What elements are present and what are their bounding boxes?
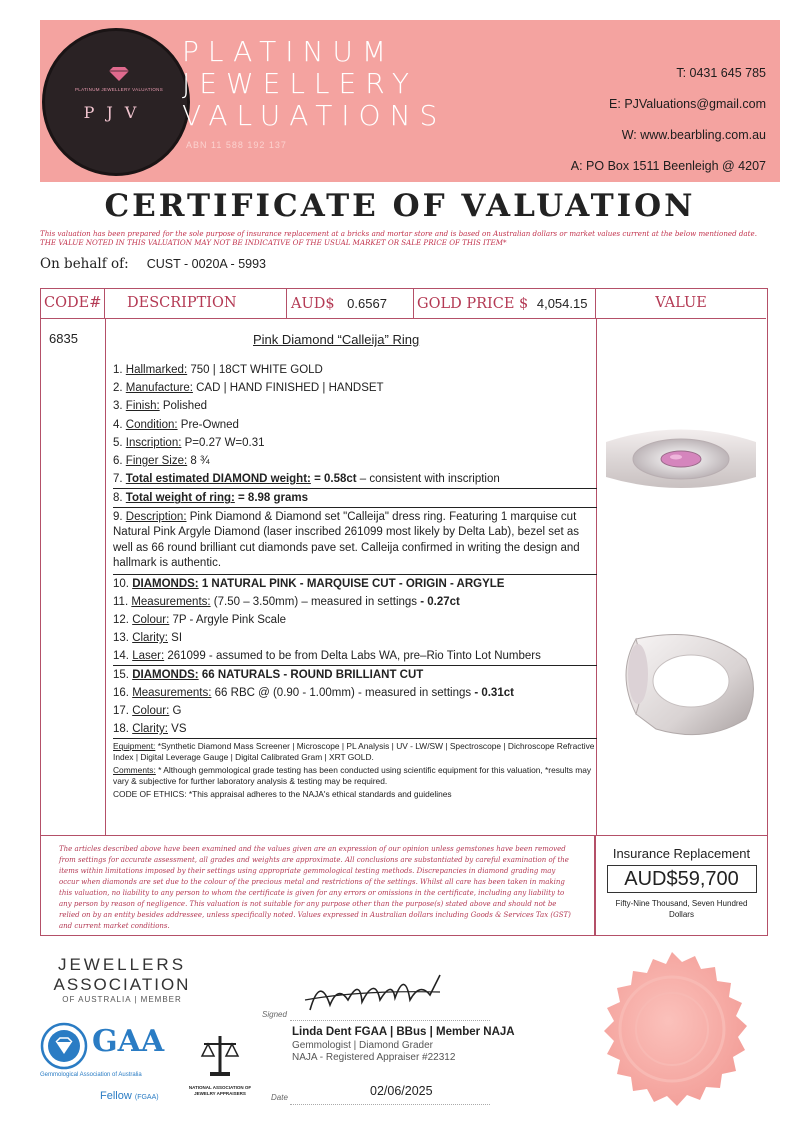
customer-id: CUST - 0020A - 5993 bbox=[146, 257, 266, 271]
date-label: Date bbox=[271, 1093, 288, 1102]
gaa-subtitle: Gemmological Association of Australia bbox=[40, 1072, 142, 1078]
item-key: Clarity: bbox=[132, 632, 168, 645]
item-key: Laser: bbox=[132, 650, 165, 663]
list-item: 6. Finger Size: 8 ¾ bbox=[113, 454, 210, 467]
page-title: CERTIFICATE OF VALUATION bbox=[104, 188, 696, 224]
on-behalf-of bbox=[40, 256, 266, 272]
item-key: Hallmarked: bbox=[125, 364, 188, 376]
item-value: 66 RBC @ (0.90 - 1.00mm) - measured in settings bbox=[211, 686, 475, 699]
item-key: Description: bbox=[125, 510, 187, 523]
email[interactable]: E: PJValuations@gmail.com bbox=[609, 97, 766, 111]
naja-text: NATIONAL ASSOCIATION OF JEWELRY APPRAISERS bbox=[188, 1085, 252, 1096]
naja-logo bbox=[180, 1032, 260, 1096]
item-value: G bbox=[169, 704, 182, 717]
list-item: 3. Finish: Polished bbox=[113, 400, 207, 413]
item-key: DIAMONDS: bbox=[132, 669, 199, 682]
disclaimer bbox=[40, 229, 780, 247]
legal-footnote: The articles described above have been examined and the values given are an expression of our opinion unless gemstones have been removed from settings for accurate assessment, all grades and weights are approximate. All conclusions are substantiated by careful examination of the items within limitations imposed by their settings using appropriate gemmological testing methods. Discrepancies in diamond grading may occur when diamonds are set due to the colour of the precious metal and restrictions of the settings. Whilst all care has been taken in making this valuation, no liability to any person to whom the certificate is given for any errors or omissions in the certificate, including any liability to any person by reason of negligence. This valuation is not suitable for any purpose other than the purpose(s) stated above and should not be relied on by an entity besides addressee, unless specifically noted. Values expressed in Australian dollars including Goods & Services Tax (GST) and current market conditions. bbox=[40, 836, 595, 936]
ja-line: OF AUSTRALIA | MEMBER bbox=[62, 995, 182, 1004]
insurance-box bbox=[595, 836, 768, 936]
item-value: 750 | 18CT WHITE GOLD bbox=[187, 364, 323, 376]
item-key: Colour: bbox=[132, 613, 170, 626]
item-value: SI bbox=[167, 632, 183, 645]
list-item: 17. Colour: G bbox=[113, 704, 182, 717]
item-key: Finish: bbox=[125, 400, 160, 413]
col-description: DESCRIPTION bbox=[105, 289, 287, 318]
valuation-table bbox=[40, 288, 768, 836]
comments bbox=[113, 765, 597, 787]
list-item: 16. Measurements: 66 RBC @ (0.90 - 1.00mm) - measured in settings - 0.31ct bbox=[113, 686, 514, 699]
item-value: 7P - Argyle Pink Scale bbox=[169, 613, 287, 626]
item-value: 261099 - assumed to be from Delta Labs WA, pre–Rio Tinto Lot Numbers bbox=[164, 650, 541, 663]
item-value: = 0.58ct bbox=[310, 473, 357, 486]
aud-value: 0.6567 bbox=[347, 296, 387, 311]
list-item: 2. Manufacture: CAD | HAND FINISHED | HANDSET bbox=[113, 382, 384, 395]
table-header bbox=[41, 289, 766, 319]
fellow-badge bbox=[100, 1090, 159, 1102]
signature bbox=[300, 970, 450, 1020]
insurance-words: Fifty-Nine Thousand, Seven Hundred Dollars bbox=[615, 899, 748, 919]
item-value: VS bbox=[167, 723, 187, 735]
item-value: Pre-Owned bbox=[177, 418, 239, 431]
item-value: = 8.98 grams bbox=[234, 492, 309, 505]
signer-name: Linda Dent FGAA | BBus | Member NAJA bbox=[292, 1026, 515, 1038]
col-aud bbox=[287, 289, 414, 318]
logo-caption: PLATINUM JEWELLERY VALUATIONS bbox=[74, 87, 164, 92]
equipment bbox=[113, 741, 597, 763]
item-key: Manufacture: bbox=[125, 382, 193, 395]
item-value: (7.50 – 3.50mm) – measured in settings bbox=[210, 595, 421, 608]
col-value: VALUE bbox=[655, 295, 707, 311]
col-gold-price bbox=[414, 289, 596, 318]
item-value: CAD | HAND FINISHED | HANDSET bbox=[192, 382, 384, 395]
date-value: 02/06/2025 bbox=[370, 1084, 433, 1098]
item-value: Pink Diamond & Diamond set "Calleija" dress ring. Featuring 1 marquise cut Natural Pink Argyle Diamond (laser inscribed 261099 most likely by Delta Lab), bezel set as well as 66 round brilliant cut diamonds pave set. Calleija confirmed in writing the design and hallmark is authentic. bbox=[113, 510, 580, 569]
item-key: Finger Size: bbox=[125, 454, 188, 467]
website[interactable]: W: www.bearbling.com.au bbox=[621, 128, 766, 142]
jewellers-association-logo bbox=[42, 955, 202, 1004]
item-key: Colour: bbox=[132, 704, 170, 717]
item-value: - 0.31ct bbox=[474, 686, 514, 699]
list-item: 4. Condition: Pre-Owned bbox=[113, 418, 239, 431]
item-value: - 0.27ct bbox=[420, 595, 460, 608]
list-item: 8. Total weight of ring: = 8.98 grams bbox=[113, 488, 597, 506]
item-key: Clarity: bbox=[132, 723, 168, 735]
aud-label: AUD$ bbox=[291, 296, 335, 312]
list-item: 12. Colour: 7P - Argyle Pink Scale bbox=[113, 613, 287, 626]
brand-line: JEWELLERY bbox=[182, 67, 418, 100]
signer-role: Gemmologist | Diamond Grader bbox=[292, 1040, 433, 1051]
disclaimer-line: THE VALUE NOTED IN THIS VALUATION MAY NOT BE INDICATIVE OF THE USUAL MARKET OR SALE PRICE OF THIS ITEM* bbox=[40, 238, 507, 247]
diamond-icon bbox=[109, 67, 129, 81]
gaa-emblem-icon bbox=[40, 1022, 88, 1070]
list-item: 15. DIAMONDS: 66 NATURALS - ROUND BRILLIANT CUT bbox=[113, 665, 597, 683]
list-item: 14. Laser: 261099 - assumed to be from Delta Labs WA, pre–Rio Tinto Lot Numbers bbox=[113, 650, 541, 663]
item-code: 6835 bbox=[49, 331, 78, 346]
equipment-notes bbox=[113, 738, 597, 800]
item-key: Condition: bbox=[125, 418, 178, 431]
list-item: 5. Inscription: P=0.27 W=0.31 bbox=[113, 436, 265, 449]
item-key: Measurements: bbox=[132, 686, 212, 699]
scales-icon bbox=[200, 1032, 240, 1080]
item-value: 1 NATURAL PINK - MARQUISE CUT - ORIGIN - ARGYLE bbox=[198, 577, 505, 590]
ring-photo-top bbox=[596, 407, 766, 507]
fellow-label: Fellow bbox=[100, 1090, 132, 1102]
gold-value: 4,054.15 bbox=[536, 296, 588, 311]
list-item: 10. DIAMONDS: 1 NATURAL PINK - MARQUISE CUT - ORIGIN - ARGYLE bbox=[113, 577, 505, 590]
fellow-suffix: (FGAA) bbox=[134, 1094, 159, 1101]
item-value: P=0.27 W=0.31 bbox=[181, 436, 265, 449]
item-value: 8 ¾ bbox=[187, 454, 210, 467]
item-title: Pink Diamond “Calleija” Ring bbox=[253, 332, 420, 347]
embossed-seal bbox=[587, 950, 757, 1120]
insurance-label: Insurance Replacement bbox=[612, 846, 751, 861]
abn-number: ABN 11 588 192 137 bbox=[186, 140, 287, 150]
ja-line: ASSOCIATION bbox=[53, 975, 191, 994]
disclaimer-line: This valuation has been prepared for the sole purpose of insurance replacement at a bricks and mortar store and is based on Australian dollars or market values current at the below mentioned date. bbox=[40, 229, 757, 238]
list-item: 1. Hallmarked: 750 | 18CT WHITE GOLD bbox=[113, 364, 323, 376]
behalf-label: On behalf of: bbox=[40, 256, 129, 272]
list-item: 7. Total estimated DIAMOND weight: = 0.58ct – consistent with inscription bbox=[113, 473, 500, 486]
phone: T: 0431 645 785 bbox=[676, 66, 766, 80]
equipment-label: Equipment: bbox=[113, 741, 156, 752]
signed-label: Signed bbox=[262, 1010, 287, 1019]
gold-label: GOLD PRICE $ bbox=[417, 296, 529, 312]
address: A: PO Box 1511 Beenleigh @ 4207 bbox=[570, 159, 766, 173]
item-key: Inscription: bbox=[125, 436, 182, 449]
divider bbox=[105, 319, 106, 835]
list-item: 11. Measurements: (7.50 – 3.50mm) – measured in settings - 0.27ct bbox=[113, 595, 460, 608]
signature-line bbox=[290, 1020, 490, 1021]
code-of-ethics: CODE OF ETHICS: *This appraisal adheres to the NAJA's ethical standards and guidelines bbox=[113, 789, 452, 800]
item-key: Total estimated DIAMOND weight: bbox=[125, 473, 311, 486]
item-key: Measurements: bbox=[131, 595, 211, 608]
item-key: DIAMONDS: bbox=[132, 577, 199, 590]
date-line bbox=[290, 1104, 490, 1105]
brand-line: PLATINUM bbox=[182, 35, 396, 68]
item-details bbox=[113, 361, 597, 800]
item-key: Total weight of ring: bbox=[125, 492, 235, 505]
comments-text: * Although gemmological grade testing has been conducted using scientific equipment for this valuation, *results may vary & subjective for further laboratory analysis & testing may be required. bbox=[113, 765, 592, 787]
brand-name bbox=[182, 36, 446, 132]
comments-label: Comments: bbox=[113, 765, 156, 776]
insurance-value: AUD$59,700 bbox=[607, 865, 757, 893]
list-item: 18. Clarity: VS bbox=[113, 723, 187, 735]
equipment-text: *Synthetic Diamond Mass Screener | Microscope | PL Analysis | UV - LW/SW | Spectroscope | Dichroscope Refractive Index | Digital Leverage Gauge | Digital Calibrated Gram | XRT GOLD. bbox=[113, 741, 595, 763]
pjv-logo bbox=[42, 28, 190, 176]
list-item: 13. Clarity: SI bbox=[113, 632, 183, 645]
logo-initials: PJV bbox=[83, 103, 149, 122]
signer-registration: NAJA - Registered Appraiser #22312 bbox=[292, 1052, 456, 1063]
letterhead bbox=[40, 20, 780, 182]
gaa-text: GAA bbox=[92, 1024, 165, 1059]
contact-block bbox=[571, 58, 766, 182]
col-code: CODE# bbox=[41, 289, 105, 318]
ja-line: JEWELLERS bbox=[57, 955, 187, 974]
item-value: – consistent with inscription bbox=[356, 473, 500, 486]
item-value: Polished bbox=[159, 400, 207, 413]
brand-line: VALUATIONS bbox=[182, 99, 447, 132]
ring-photo-side bbox=[596, 619, 766, 749]
item-value: 66 NATURALS - ROUND BRILLIANT CUT bbox=[198, 669, 424, 682]
list-item: 9. Description: Pink Diamond & Diamond set "Calleija" dress ring. Featuring 1 marquise cut Natural Pink Argyle Diamond (laser inscribed 261099 most likely by Delta Lab), bezel set as well as 66 round brilliant cut diamonds pave set. Calleija confirmed in writing the design and hallmark is authentic. bbox=[113, 507, 597, 575]
